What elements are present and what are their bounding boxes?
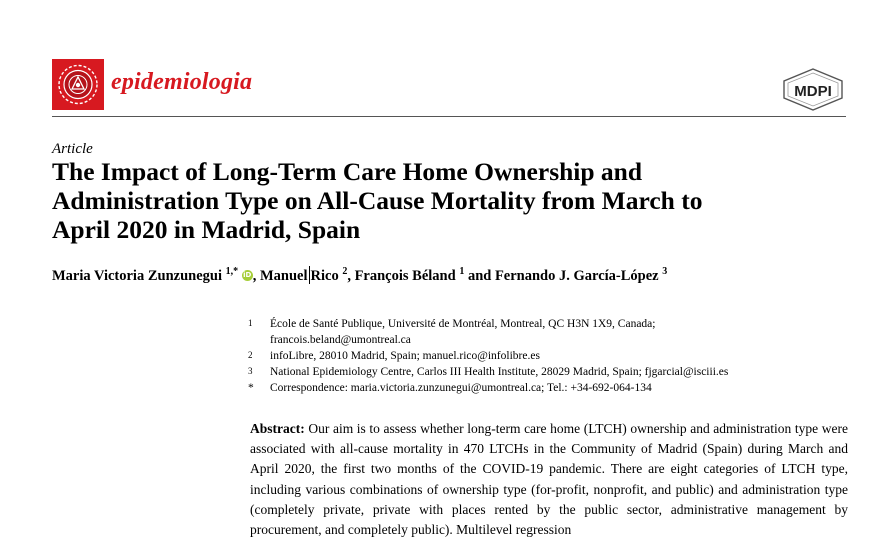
author-name[interactable]: François Béland [354,268,456,284]
author-separator: , [252,268,260,284]
author-name[interactable]: Maria Victoria Zunzunegui [52,268,222,284]
affiliation-number: 2 [248,350,253,360]
author-separator: , [347,268,355,284]
orcid-icon[interactable]: iD [243,271,252,279]
correspondence-marker: * [248,382,254,394]
author-affiliation-sup: 2 [342,266,348,277]
author-name-part: Manuel [259,268,308,284]
author-affiliation-sup: 1,* [225,266,239,277]
author-name[interactable]: Fernando J. García-López [494,268,659,284]
journal-name[interactable]: epidemiologia [111,69,253,95]
affiliation-line: École de Santé Publique, Université de Montréal, Montreal, QC H3N 1X9, Canada; [270,318,656,330]
correspondence-item [248,380,848,396]
affiliation-item [248,348,848,364]
abstract-text: Our aim is to assess whether long-term care home (LTCH) ownership and administration type were associated with all-cause mortality in 470 LTCHs in the Community of Madrid (Spain) during March and April 2020, the first two months of the COVID-19 pandemic. There are eight categories of LTCH type, including various combinations of ownership type (for-profit, nonprofit, and public) and administration type (completely private, private with places rented by the public sector, administrative management by procurement, and completely public). Multilevel regression [250,421,848,538]
journal-logo [52,59,104,110]
publisher-logo[interactable] [780,67,846,116]
article-title [52,157,842,244]
affiliation-number: 3 [248,366,253,376]
article-type: Article [52,141,93,157]
abstract [250,419,848,540]
title-line: Administration Type on All-Cause Mortality from March to [52,186,703,215]
abstract-label: Abstract: [250,421,305,436]
text-cursor-icon [309,266,310,284]
affiliation-email[interactable]: francois.beland@umontreal.ca [270,334,411,346]
author-name[interactable] [260,268,339,284]
mdpi-hexagon-icon [780,67,846,111]
affiliation-number: 1 [248,318,253,328]
author-separator: and [464,268,495,284]
title-line: April 2020 in Madrid, Spain [52,215,361,244]
affiliations [248,316,848,396]
affiliation-text [270,316,848,348]
journal-emblem-icon [52,59,104,110]
affiliation-line: infoLibre, 28010 Madrid, Spain; manuel.rico@infolibre.es [270,350,540,362]
author-list [52,266,852,285]
publisher-name: MDPI [794,83,832,100]
affiliation-line: National Epidemiology Centre, Carlos III Health Institute, 28029 Madrid, Spain; fjgarcial@isciii.es [270,366,729,378]
correspondence-line: Correspondence: maria.victoria.zunzunegui@umontreal.ca; Tel.: +34-692-064-134 [270,382,652,394]
affiliation-item [248,364,848,380]
title-line: The Impact of Long-Term Care Home Ownership and [52,157,643,186]
author-name-part: Rico [310,268,339,284]
header-divider [52,116,846,117]
author-affiliation-sup: 1 [459,266,465,277]
author-affiliation-sup: 3 [662,266,668,277]
affiliation-item [248,316,848,348]
